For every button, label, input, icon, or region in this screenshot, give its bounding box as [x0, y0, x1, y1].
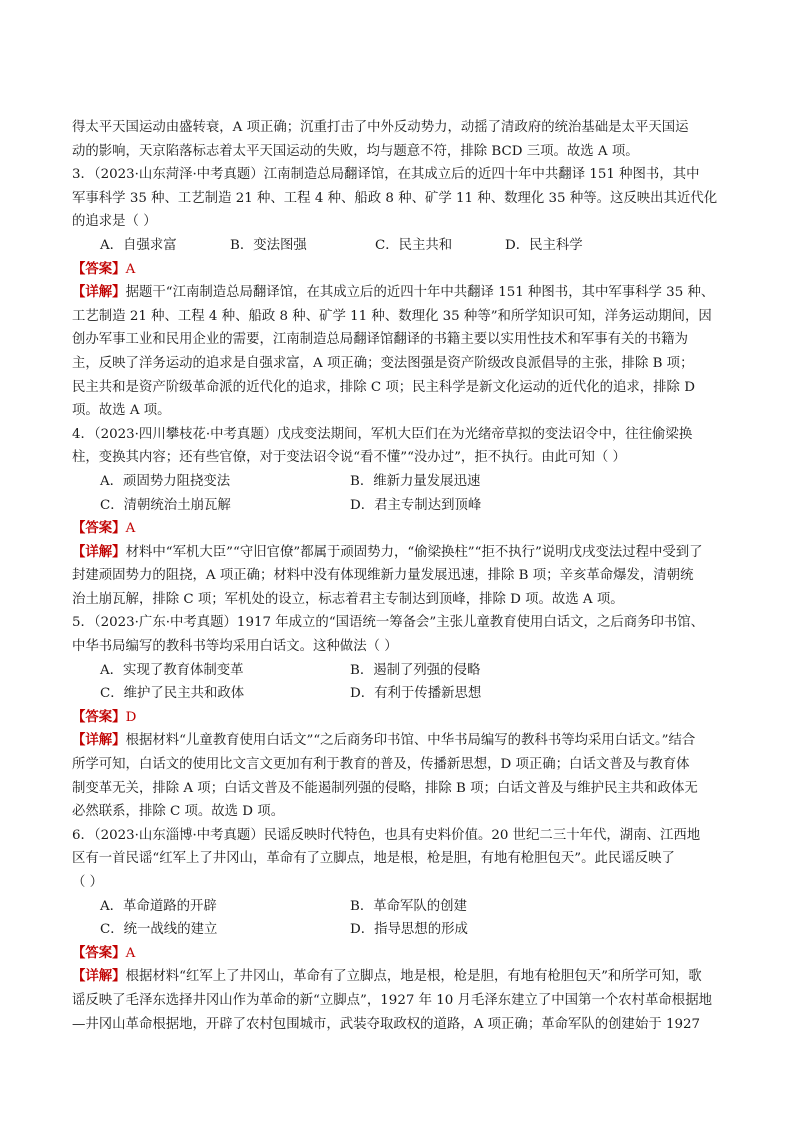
explain-line: 民主共和是资产阶级革命派的近代化的追求，排除 C 项；民主科学是新文化运动的近代化的追求，排除 D [72, 379, 695, 395]
explain-line [72, 729, 726, 753]
explain-label: 【详解】 [72, 543, 126, 560]
question-stem-line: 军事科学 35 种、工艺制造 21 种、工程 4 种、船政 8 种、矿学 11 种、数理化 35 种等。这反映出其近代化 [72, 190, 718, 206]
question-stem-line: （ ） [72, 875, 104, 890]
question-5 [72, 611, 726, 823]
question-stem-line: 3．（2023·山东菏泽·中考真题）江南制造总局翻译馆，在其成立后的近四十年中共翻译 151 种图书，其中 [72, 167, 700, 183]
option-a: A．顽固势力阻挠变法 [100, 473, 231, 489]
explain-text: 材料中“军机大臣”“守旧官僚”都属于顽固势力，“偷梁换柱”“拒不执行”说明戊戌变法过程中受到了 [125, 544, 703, 560]
explain-line [72, 965, 726, 989]
option-a: A．实现了教育体制变革 [100, 662, 244, 678]
question-stem-line: 的追求是（ ） [72, 214, 157, 230]
explain-line: 主，反映了洋务运动的追求是自强求富，A 项正确；变法图强是资产阶级改良派倡导的主张，排除 B 项； [72, 355, 694, 371]
answer-value: A [125, 945, 136, 961]
option-d: D．民主科学 [505, 237, 583, 253]
option-d: D．指导思想的形成 [350, 922, 468, 938]
explain-text: 据题干“江南制造总局翻译馆，在其成立后的近四十年中共翻译 151 种图书，其中军事科学 35 种、 [125, 285, 715, 301]
question-stem-line: 4．（2023·四川攀枝花·中考真题）戊戌变法期间，军机大臣们在为光绪帝草拟的变法诏令中，往往偷梁换 [72, 426, 693, 442]
answer-label: 【答案】 [72, 520, 126, 537]
explain-line: 制变革无关，排除 A 项；白话文普及不能遏制列强的侵略，排除 B 项；白话文普及与维护民主共和政体无 [72, 780, 698, 796]
answer-line [72, 517, 726, 541]
answer-label: 【答案】 [72, 708, 126, 725]
options-row [72, 470, 726, 494]
explain-label: 【详解】 [72, 968, 126, 985]
option-d: D．君主专制达到顶峰 [350, 497, 482, 513]
options-row [72, 234, 726, 258]
explain-line: 工艺制造 21 种、工程 4 种、船政 8 种、矿学 11 种、数理化 35 种等”和所学知识可知，洋务运动期间，因 [72, 308, 712, 324]
option-c: C．清朝统治土崩瓦解 [100, 497, 231, 513]
answer-line [72, 706, 726, 730]
option-b: B．遏制了列强的侵略 [350, 662, 481, 678]
intro-line: 动的影响，天京陷落标志着太平天国运动的失败，均与题意不符，排除 BCD 三项。故选 A 项。 [72, 143, 639, 159]
explain-label: 【详解】 [72, 284, 126, 301]
question-stem-line: 区有一首民谣“红军上了井冈山，革命有了立脚点，地是根，枪是胆，有地有枪胆包天”。此民谣反映了 [72, 851, 675, 867]
explain-text: 根据材料“红军上了井冈山，革命有了立脚点，地是根，枪是胆，有地有枪胆包天”和所学可知，歌 [125, 969, 702, 985]
option-b: B．革命军队的创建 [350, 898, 467, 914]
question-stem-line: 中华书局编写的教科书等均采用白话文。这种做法（ ） [72, 639, 398, 655]
question-stem-line: 6．（2023·山东淄博·中考真题）民谣反映时代特色，也具有史料价值。20 世纪二三十年代，湖南、江西地 [72, 827, 701, 843]
option-b: B．维新力量发展迅速 [350, 473, 481, 489]
question-4 [72, 423, 726, 612]
option-a: A．自强求富 [100, 237, 177, 253]
explain-line [72, 281, 726, 305]
option-c: C．维护了民主共和政体 [100, 686, 245, 702]
explain-line [72, 541, 726, 565]
explain-line: —井冈山革命根据地，开辟了农村包围城市，武装夺取政权的道路，A 项正确；革命军队的创建始于 1927 [72, 1016, 701, 1032]
explain-label: 【详解】 [72, 732, 126, 749]
option-c: C．统一战线的建立 [100, 922, 218, 938]
question-3 [72, 163, 726, 423]
explain-line: 治土崩瓦解，排除 C 项；军机处的设立，标志着君主专制达到顶峰，排除 D 项。故选 A 项。 [72, 591, 624, 607]
explain-line: 创办军事工业和民用企业的需要，江南制造总局翻译馆翻译的书籍主要以实用性技术和军事有关的书籍为 [72, 332, 688, 348]
question-stem-line: 柱，变换其内容；还有些官僚，对于变法诏令说“看不懂”“没办过”，拒不执行。由此可知（ ） [72, 450, 626, 466]
options-row [72, 895, 726, 919]
answer-label: 【答案】 [72, 944, 126, 961]
explain-line: 谣反映了毛泽东选择井冈山作为革命的新“立脚点”，1927 年 10 月毛泽东建立了中国第一个农村革命根据地 [72, 992, 712, 1008]
answer-line [72, 942, 726, 966]
explain-line: 所学可知，白话文的使用比文言文更加有利于教育的普及，传播新思想，D 项正确；白话文普及与教育体 [72, 757, 690, 773]
answer-value: A [125, 521, 136, 537]
answer-label: 【答案】 [72, 260, 126, 277]
answer-line [72, 258, 726, 282]
options-row [72, 659, 726, 683]
option-d: D．有利于传播新思想 [350, 686, 482, 702]
page-content [72, 116, 726, 1036]
question-6 [72, 824, 726, 1036]
explain-line: 封建顽固势力的阻挠，A 项正确；材料中没有体现维新力量发展迅速，排除 B 项；辛亥革命爆发，清朝统 [72, 568, 694, 584]
answer-value: A [125, 261, 136, 277]
option-a: A．革命道路的开辟 [100, 898, 217, 914]
options-row [72, 682, 726, 706]
explain-text: 根据材料“儿童教育使用白话文”“之后商务印书馆、中华书局编写的教科书等均采用白话文。”结合 [125, 733, 696, 749]
explain-line: 项。故选 A 项。 [72, 403, 171, 419]
option-b: B．变法图强 [230, 237, 307, 253]
intro-line: 得太平天国运动由盛转衰，A 项正确；沉重打击了中外反动势力，动摇了清政府的统治基础是太平天国运 [72, 120, 689, 135]
answer-value: D [125, 709, 137, 725]
question-stem-line: 5．（2023·广东·中考真题）1917 年成立的“国语统一筹备会”主张儿童教育使用白话文，之后商务印书馆、 [72, 615, 705, 631]
options-row [72, 918, 726, 942]
explain-line: 必然联系，排除 C 项。故选 D 项。 [72, 804, 285, 820]
option-c: C．民主共和 [375, 237, 453, 253]
options-row [72, 494, 726, 518]
